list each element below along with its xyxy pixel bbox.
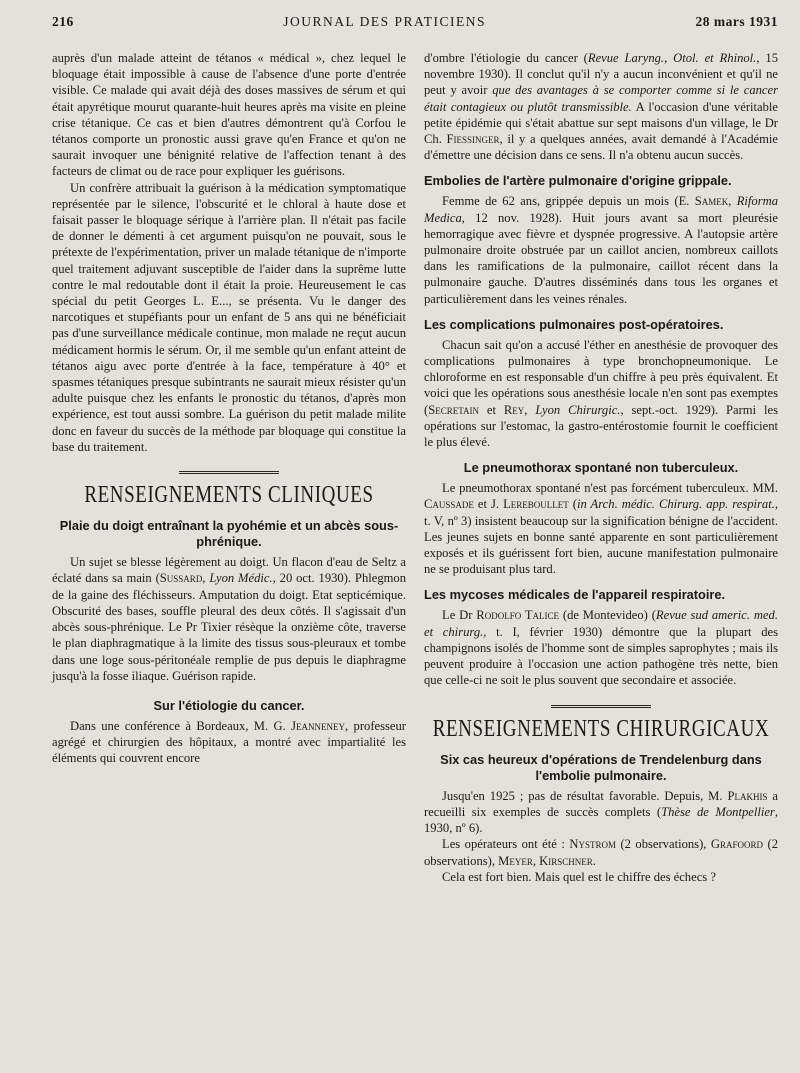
article-title: Les mycoses médicales de l'appareil respiratoire.: [424, 587, 726, 603]
left-column: [52, 50, 406, 885]
article-title: Six cas heureux d'opérations de Trendelenburg dans l'embolie pulmonaire.: [440, 751, 762, 783]
columns: [52, 50, 778, 885]
article-body: Le Dr Rodolfo Talice (de Montevideo) (Revue sud americ. med. et chirurg., t. I, février 1930) démontre que la plupart des champignons isolés de l'homme sont de simples saprophytes ; mais ils peuvent produire à l'occasion une action pathogène très nette, bien que celle-ci ne soit le plus souvent que secondaire et associée.: [424, 608, 779, 688]
paragraph: d'ombre l'étiologie du cancer (Revue Laryng., Otol. et Rhinol., 15 novembre 1930). Il conclut qu'il n'y a aucun inconvénient et qu'il ne peut y avoir que des avantages à se comporter comme si le cancer était contagieux ou plutôt transmissible. A l'occasion d'une véritable petite épidémie qui s'était abattue sur sept maisons d'un village, le Dr Ch. Fiessinger, il y a quelques années, avait demandé à l'Académie d'émettre une décision dans ce sens. Il n'a obtenu aucun succès.: [424, 51, 778, 163]
section-heading-cliniques: RENSEIGNEMENTS CLINIQUES: [84, 482, 374, 509]
journal-title: JOURNAL DES PRATICIENS: [283, 14, 486, 29]
article-title: Les complications pulmonaires post-opératoires.: [424, 316, 724, 332]
article-body: Dans une conférence à Bordeaux, M. G. Jeanneney, professeur agrégé et chirurgien des hôpitaux, a montré avec impartialité les éléments qui couvrent encore: [52, 718, 406, 766]
section-divider: [551, 705, 651, 708]
article-body: Les opérateurs ont été : Nystrom (2 observations), Grafoord (2 observations), Meyer, Kirschner.: [424, 837, 778, 868]
page-number: 216: [52, 14, 74, 29]
article-body: Cela est fort bien. Mais quel est le chiffre des échecs ?: [442, 869, 716, 884]
article-title: Le pneumothorax spontané non tuberculeux.: [463, 460, 739, 476]
article-body: Jusqu'en 1925 ; pas de résultat favorable. Depuis, M. Plakhis a recueilli six exemples de succès complets (Thèse de Montpellier, 1930, nº 6).: [424, 788, 778, 836]
issue-date: 28 mars 1931: [695, 14, 778, 29]
article-title: Sur l'étiologie du cancer.: [153, 697, 305, 713]
paragraph: auprès d'un malade atteint de tétanos « médical », chez lequel le bloquage était impossible à cause de l'absence d'une porte d'entrée visible. Ce malade qui avait déjà des doses massives de sérum et qui était apyrétique mourut quarante-huit heures après ma visite en pleine crise tétanique. Ce cas et bien d'autres démontrent qu'à Corfou le tétanos comporte un pronostic aussi grave qu'en France et qu'on ne saurait invoquer une bénignité relative de l'affection tenant à des facteurs de climat ou de race pour expliquer les guérisons.: [52, 51, 406, 179]
section-divider: [179, 471, 279, 474]
running-head: [52, 14, 778, 34]
article-body: Le pneumothorax spontané n'est pas forcément tuberculeux. MM. Caussade et J. Lereboullet (in Arch. médic. Chirurg. app. respirat., t. V, nº 3) insistent beaucoup sur la signification bénigne de l'accident. Les jeunes sujets en bonne santé apparente en sont particulièrement exposés et ils guérissent fort bien, aucune manifestation pulmonaire ne se produisant plus tard.: [424, 481, 778, 577]
article-title: Plaie du doigt entraînant la pyohémie et un abcès sous-phrénique.: [59, 518, 399, 550]
section-heading-chirurgicaux: RENSEIGNEMENTS CHIRURGICAUX: [432, 715, 770, 742]
right-column: [424, 50, 778, 885]
article-title: Embolies de l'artère pulmonaire d'origine grippale.: [424, 173, 732, 189]
article-body: Un sujet se blesse légèrement au doigt. Un flacon d'eau de Seltz a éclaté dans sa main (Sussard, Lyon Médic., 20 oct. 1930). Phlegmon de la gaine des fléchisseurs. Amputation du doigt. Etat septicémique. Obscurité des bases, souffle pleural des deux côtés. Il s'agissait d'un abcès sous-phrénique. Le Pr Tixier résèque la onzième côte, traverse le plan diaphragmatique à la limite des tissus sous-pleuraux et tombe dans une loge sous-péritonéale remplie de pus depuis le diaphragme jusqu'à la fosse iliaque. Guérison rapide.: [52, 555, 407, 683]
paragraph: Un confrère attribuait la guérison à la médication symptomatique représentée par le silence, l'obscurité et le chloral à haute dose et faisait passer le bloquage sérique à l'arrière plan. Il n'était pas facile de donner le démenti à cet argument puisqu'on ne pouvait, sous le prétexte de l'expérimentation, priver un malade tétanique de n'importe quel traitement adjuvant susceptible de l'aider dans la suprême lutte contre le mal redoutable dont il était la proie. Heureusement le cas spécial du petit Georges L. E..., se présenta. Vu le danger des narcotiques et stupéfiants pour un enfant de 5 ans qui ne bénéficiait pas d'une surveillance médicale continue, mon malade ne reçut aucun médicament hormis le sérum. Or, il me semble qu'un enfant atteint de tétanos aigu avec porte d'entrée à la face, température à 40° et spasmes tétaniques presque subintrants ne saurait mieux résister qu'un adulte puisque chez les enfants le pronostic du tétanos, d'après mon expérience, est tout aussi sombre. La guérison du petit malade milite donc en faveur du succès de la méthode par bloquage qui constitue la base du traitement.: [52, 180, 406, 454]
article-body: Femme de 62 ans, grippée depuis un mois (E. Samek, Riforma Medica, 12 nov. 1928). Huit jours avant sa mort pleurésie hemorragique avec fièvre et dyspnée progressive. A l'autopsie artère pulmonaire droite obstruée par un caillot ancien, nombreux caillots dans les ramifications de la pulmonaire, caillot récent dans la pulmonaire gauche. D'autres disséminés dans tous les organes et particulièrement dans les veines rénales.: [424, 194, 779, 306]
article-body: Chacun sait qu'on a accusé l'éther en anesthésie de provoquer des complications pulmonaires à type bronchopneumonique. Le chloroforme en est responsable d'un chiffre à peu près équivalent. Et voici que les opérations sous anesthésie locale n'en sont pas exemptes (Secretain et Rey, Lyon Chirurgic., sept.-oct. 1929). Parmi les opérations sur l'estomac, la gastro-entérostomie fournit le coefficient le plus élevé.: [424, 337, 778, 450]
